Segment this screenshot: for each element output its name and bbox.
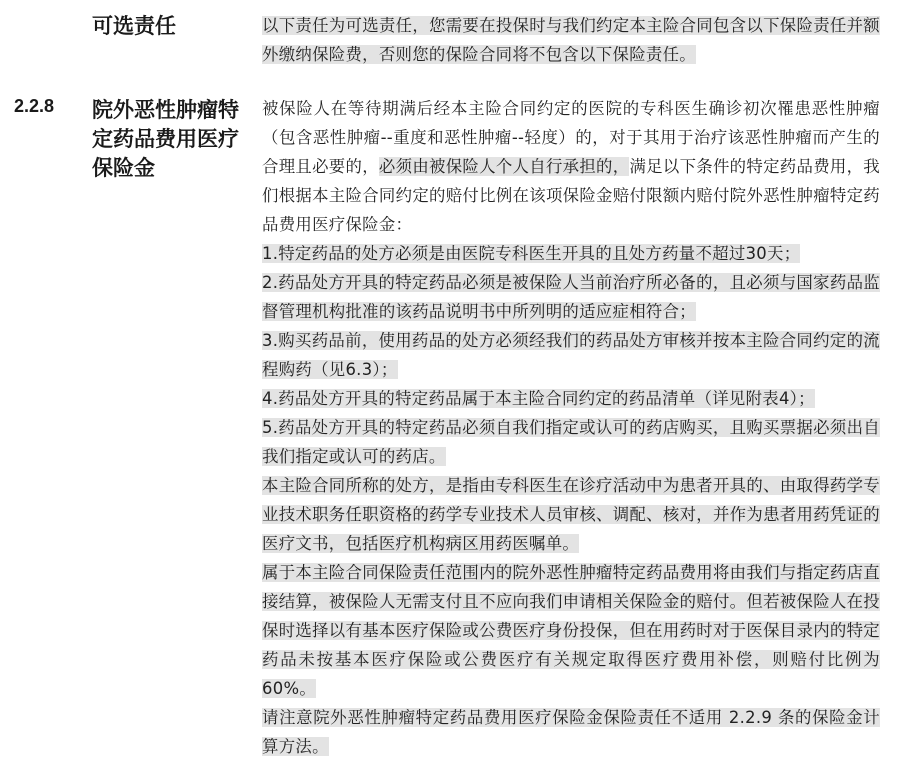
highlighted-text: 属于本主险合同保险责任范围内的院外恶性肿瘤特定药品费用将由我们与指定药店直接结算，被保险人无需支付且不应向我们申请相关保险金的赔付。但若被保险人在投保时选择以有基本医疗保险或公费医疗身份投保，但在用药时对于医保目录内的特定药品未按基本医疗保险或公费医疗有关规定取得医疗费用补偿，则赔付比例为 60%。 bbox=[262, 563, 880, 698]
highlighted-text: 以下责任为可选责任，您需要在投保时与我们约定本主险合同包含以下保险责任并额外缴纳保险费，否则您的保险合同将不包含以下保险责任。 bbox=[262, 16, 880, 64]
highlighted-text: 3.购买药品前，使用药品的处方必须经我们的药品处方审核并按本主险合同约定的流程购药（见6.3）； bbox=[262, 331, 880, 379]
section-body bbox=[262, 11, 880, 69]
condition-item bbox=[262, 239, 880, 268]
intro-text-rest: 满足以下条件的特定药品费用，我们根据本主险合同约定的赔付比例在该项保险金赔付限额内赔付院外恶性肿瘤特定药品费用医疗保险金： bbox=[262, 157, 880, 234]
condition-item bbox=[262, 268, 880, 326]
intro-text: 被保险人在等待期满后经本主险合同约定的医院的专科医生确诊初次罹患恶性肿瘤（包含恶性肿瘤--重度和恶性肿瘤--轻度）的，对于其用于治疗该恶性肿瘤而产生的合理且必要的， bbox=[262, 99, 880, 176]
prescription-definition bbox=[262, 471, 880, 558]
condition-item bbox=[262, 384, 880, 413]
condition-item bbox=[262, 326, 880, 384]
highlighted-text: 请注意院外恶性肿瘤特定药品费用医疗保险金保险责任不适用 2.2.9 条的保险金计算方法。 bbox=[262, 708, 880, 756]
highlighted-text: 本主险合同所称的处方，是指由专科医生在诊疗活动中为患者开具的、由取得药学专业技术职务任职资格的药学专业技术人员审核、调配、核对，并作为患者用药凭证的医疗文书，包括医疗机构病区用药医嘱单。 bbox=[262, 476, 880, 553]
clause-number: 2.2.8 bbox=[14, 96, 55, 116]
clause-body bbox=[262, 94, 880, 761]
paragraph bbox=[262, 11, 880, 69]
highlighted-text: 2.药品处方开具的特定药品必须是被保险人当前治疗所必备的，且必须与国家药品监督管理机构批准的该药品说明书中所列明的适应症相符合； bbox=[262, 273, 880, 321]
clause-heading: 院外恶性肿瘤特定药品费用医疗保险金 bbox=[92, 98, 239, 180]
condition-item bbox=[262, 413, 880, 471]
section-heading: 可选责任 bbox=[92, 14, 176, 38]
settlement-paragraph bbox=[262, 558, 880, 703]
note-paragraph bbox=[262, 703, 880, 761]
highlighted-text: 1.特定药品的处方必须是由医院专科医生开具的且处方药量不超过30天； bbox=[262, 244, 801, 263]
highlighted-text: 5.药品处方开具的特定药品必须自我们指定或认可的药店购买，且购买票据必须出自我们指定或认可的药店。 bbox=[262, 418, 880, 466]
highlighted-text: 必须由被保险人个人自行承担的， bbox=[378, 157, 630, 176]
intro-paragraph bbox=[262, 94, 880, 239]
highlighted-text: 4.药品处方开具的特定药品属于本主险合同约定的药品清单（详见附表4）； bbox=[262, 389, 815, 408]
